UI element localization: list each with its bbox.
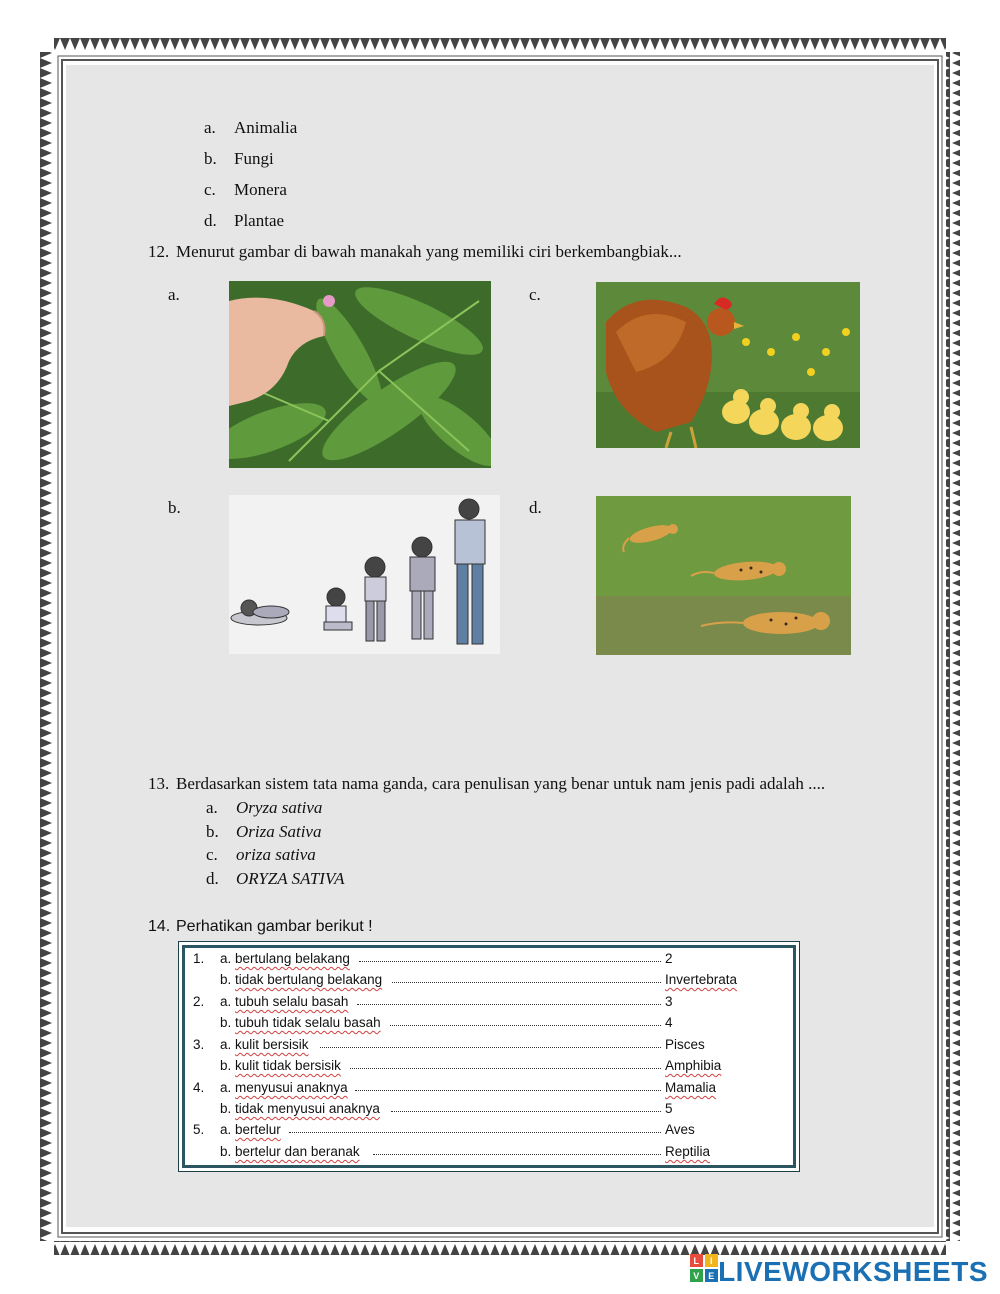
- key-row-leader: [355, 1090, 661, 1091]
- question-text: Berdasarkan sistem tata nama ganda, cara penulisan yang benar untuk nam jenis padi adalah ....: [176, 774, 826, 793]
- key-row: [185, 951, 785, 972]
- key-row-text: [220, 1144, 360, 1159]
- key-row: [185, 1058, 785, 1079]
- logo-block-letter-i: I: [710, 1256, 714, 1267]
- option-text: Oryza sativa: [236, 798, 323, 817]
- image-label-a: a.: [168, 285, 180, 304]
- logo-block-letter-v: V: [693, 1271, 700, 1282]
- key-row-description: bertelur: [235, 1122, 281, 1137]
- option-letter: c.: [206, 845, 218, 864]
- key-row: [185, 1101, 785, 1122]
- key-row-text: [220, 1015, 381, 1030]
- key-row-description: kulit bersisik: [235, 1037, 309, 1052]
- key-row-description: tubuh tidak selalu basah: [235, 1015, 381, 1030]
- option-letter: d.: [206, 869, 219, 888]
- key-row-text: [220, 972, 382, 987]
- key-row-description: bertulang belakang: [235, 951, 350, 966]
- option-letter: c.: [204, 180, 216, 199]
- key-row: [185, 1037, 785, 1058]
- option-letter: a.: [206, 798, 218, 817]
- key-row-leader: [359, 961, 661, 962]
- option-text: oriza sativa: [236, 845, 316, 864]
- key-row-result: Pisces: [665, 1037, 705, 1052]
- key-row-text: [220, 1037, 309, 1052]
- key-row-result: 4: [665, 1015, 673, 1030]
- option-letter: b.: [206, 822, 219, 841]
- key-row-number: 5.: [193, 1122, 205, 1137]
- key-row-description: tidak bertulang belakang: [235, 972, 383, 987]
- key-row-result: 2: [665, 951, 673, 966]
- image-mimosa-plant[interactable]: [229, 281, 491, 468]
- key-row-label: a.: [220, 1080, 232, 1095]
- image-label-c: c.: [529, 285, 541, 304]
- key-row-leader: [390, 1025, 661, 1026]
- option-text: Fungi: [234, 149, 274, 168]
- key-row-description: bertelur dan beranak: [235, 1144, 360, 1159]
- key-row-number: 4.: [193, 1080, 205, 1095]
- key-row-leader: [320, 1047, 661, 1048]
- key-row-label: a.: [220, 951, 232, 966]
- question-14: [148, 918, 373, 936]
- identification-key-table: [178, 941, 800, 1172]
- identification-key-frame: [182, 945, 796, 1168]
- key-row-result: Mamalia: [665, 1080, 717, 1095]
- key-row: [185, 994, 785, 1015]
- option-text: ORYZA SATIVA: [236, 869, 345, 888]
- option-letter: a.: [204, 118, 216, 137]
- key-row-label: b.: [220, 1144, 232, 1159]
- option-text: Animalia: [234, 118, 298, 137]
- key-row-label: b.: [220, 1101, 232, 1116]
- key-row: [185, 1144, 785, 1165]
- key-row-leader: [391, 1111, 661, 1112]
- key-row-label: a.: [220, 1037, 232, 1052]
- key-row-description: tidak menyusui anaknya: [235, 1101, 380, 1116]
- key-row-result: Amphibia: [665, 1058, 722, 1073]
- logo-block-letter-l: L: [693, 1256, 700, 1267]
- liveworksheets-logo[interactable]: [690, 1254, 988, 1286]
- image-human-growth-stages[interactable]: [229, 495, 500, 654]
- key-row-description: tubuh selalu basah: [235, 994, 349, 1009]
- key-row-label: b.: [220, 1015, 232, 1030]
- key-row-result: 5: [665, 1101, 673, 1116]
- option-letter: d.: [204, 211, 217, 230]
- key-row-text: [220, 951, 350, 966]
- image-label-b: b.: [168, 498, 181, 517]
- key-row-text: [220, 1058, 341, 1073]
- key-row-number: 3.: [193, 1037, 205, 1052]
- key-row-leader: [373, 1154, 661, 1155]
- key-row-result: 3: [665, 994, 673, 1009]
- key-row-result: Aves: [665, 1122, 695, 1137]
- key-row-leader: [289, 1132, 661, 1133]
- logo-block-letter-e: E: [708, 1271, 715, 1282]
- question-number: 14.: [148, 918, 171, 935]
- option-text: Monera: [234, 180, 287, 199]
- key-row-leader: [392, 982, 661, 983]
- option-letter: b.: [204, 149, 217, 168]
- key-row-text: [220, 994, 348, 1009]
- key-row-description: menyusui anaknya: [235, 1080, 348, 1095]
- key-row-label: b.: [220, 972, 232, 987]
- image-hen-with-chicks[interactable]: [596, 282, 860, 448]
- key-row-number: 2.: [193, 994, 205, 1009]
- key-row-label: b.: [220, 1058, 232, 1073]
- key-row: [185, 972, 785, 993]
- key-row: [185, 1122, 785, 1143]
- key-row-text: [220, 1101, 380, 1116]
- key-row-description: kulit tidak bersisik: [235, 1058, 341, 1073]
- key-row: [185, 1080, 785, 1101]
- logo-text: LIVEWORKSHEETS: [718, 1255, 988, 1287]
- image-label-d: d.: [529, 498, 542, 517]
- key-row: [185, 1015, 785, 1036]
- question-12: [148, 242, 682, 262]
- key-row-result: Invertebrata: [665, 972, 738, 987]
- question-number: 13.: [148, 774, 170, 793]
- question-13: [148, 774, 825, 794]
- key-row-leader: [350, 1068, 661, 1069]
- question-number: 12.: [148, 242, 170, 261]
- key-row-label: a.: [220, 1122, 232, 1137]
- logo-block-icon: [690, 1254, 718, 1289]
- key-row-leader: [357, 1004, 661, 1005]
- key-row-label: a.: [220, 994, 232, 1009]
- image-cheetahs-running[interactable]: [596, 496, 851, 655]
- option-text: Oriza Sativa: [236, 822, 322, 841]
- question-text: Menurut gambar di bawah manakah yang memiliki ciri berkembangbiak...: [176, 242, 682, 261]
- option-text: Plantae: [234, 211, 285, 230]
- key-row-text: [220, 1122, 281, 1137]
- key-row-number: 1.: [193, 951, 205, 966]
- key-row-result: Reptilia: [665, 1144, 711, 1159]
- key-row-text: [220, 1080, 348, 1095]
- question-text: Perhatikan gambar berikut !: [176, 918, 373, 935]
